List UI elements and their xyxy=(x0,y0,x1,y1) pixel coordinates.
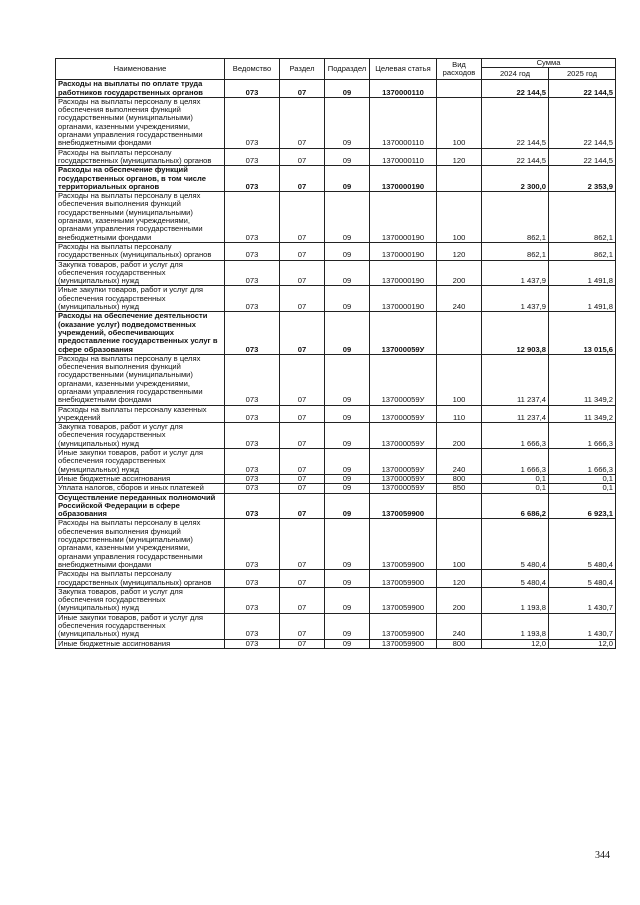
cell-vedomstvo: 073 xyxy=(225,587,280,613)
cell-name: Иные бюджетные ассигнования xyxy=(56,639,225,648)
cell-razdel: 07 xyxy=(280,354,325,405)
cell-vid: 240 xyxy=(437,449,482,475)
cell-target: 1370000190 xyxy=(370,166,437,192)
cell-vid: 120 xyxy=(437,570,482,588)
cell-podrazdel: 09 xyxy=(325,260,370,286)
cell-podrazdel: 09 xyxy=(325,613,370,639)
cell-razdel: 07 xyxy=(280,493,325,519)
table-row xyxy=(56,449,616,475)
header-podrazdel: Подраздел xyxy=(325,59,370,80)
cell-vedomstvo: 073 xyxy=(225,312,280,354)
table-row xyxy=(56,423,616,449)
cell-target: 1370059900 xyxy=(370,613,437,639)
cell-target: 1370000190 xyxy=(370,192,437,243)
cell-razdel: 07 xyxy=(280,405,325,423)
cell-2024: 2 300,0 xyxy=(482,166,549,192)
cell-2025: 1 491,8 xyxy=(549,260,616,286)
cell-2024: 862,1 xyxy=(482,192,549,243)
table-row xyxy=(56,405,616,423)
cell-target: 1370000190 xyxy=(370,242,437,260)
cell-2024: 5 480,4 xyxy=(482,570,549,588)
cell-vid: 200 xyxy=(437,423,482,449)
cell-vid: 200 xyxy=(437,587,482,613)
cell-2024: 1 437,9 xyxy=(482,286,549,312)
cell-vedomstvo: 073 xyxy=(225,242,280,260)
cell-2024: 22 144,5 xyxy=(482,97,549,148)
cell-razdel: 07 xyxy=(280,449,325,475)
cell-podrazdel: 09 xyxy=(325,166,370,192)
cell-name: Иные закупки товаров, работ и услуг для обеспечения государственных (муниципальных) нужд xyxy=(56,613,225,639)
cell-podrazdel: 09 xyxy=(325,286,370,312)
cell-vedomstvo: 073 xyxy=(225,260,280,286)
table-row xyxy=(56,242,616,260)
cell-2024: 0,1 xyxy=(482,484,549,493)
cell-name: Расходы на обеспечение деятельности (оказание услуг) подведомственных учреждений, обеспечивающих предоставление государственных услуг в сфере образования xyxy=(56,312,225,354)
cell-2025: 12,0 xyxy=(549,639,616,648)
cell-razdel: 07 xyxy=(280,474,325,483)
table-row xyxy=(56,484,616,493)
cell-vedomstvo: 073 xyxy=(225,286,280,312)
cell-vid: 240 xyxy=(437,613,482,639)
cell-vedomstvo: 073 xyxy=(225,148,280,166)
cell-2024: 5 480,4 xyxy=(482,519,549,570)
cell-2024: 862,1 xyxy=(482,242,549,260)
cell-vedomstvo: 073 xyxy=(225,639,280,648)
cell-name: Расходы на выплаты персоналу государственных (муниципальных) органов xyxy=(56,570,225,588)
header-vid: Вид расходов xyxy=(437,59,482,80)
cell-2025: 11 349,2 xyxy=(549,354,616,405)
cell-2024: 1 193,8 xyxy=(482,613,549,639)
cell-vedomstvo: 073 xyxy=(225,449,280,475)
cell-podrazdel: 09 xyxy=(325,484,370,493)
cell-vedomstvo: 073 xyxy=(225,423,280,449)
cell-name: Расходы на обеспечение функций государственных органов, в том числе территориальных органов xyxy=(56,166,225,192)
table-row xyxy=(56,570,616,588)
cell-razdel: 07 xyxy=(280,639,325,648)
cell-name: Расходы на выплаты персоналу в целях обеспечения выполнения функций государственными (муниципальными) органами, казенными учреждениями, органами управления государственными внебюджетными фондами xyxy=(56,519,225,570)
cell-vedomstvo: 073 xyxy=(225,405,280,423)
cell-2025: 11 349,2 xyxy=(549,405,616,423)
header-summa: Сумма xyxy=(482,59,616,68)
cell-vid: 120 xyxy=(437,148,482,166)
cell-name: Закупка товаров, работ и услуг для обеспечения государственных (муниципальных) нужд xyxy=(56,260,225,286)
header-name: Наименование xyxy=(56,59,225,80)
cell-target: 137000059У xyxy=(370,354,437,405)
cell-podrazdel: 09 xyxy=(325,587,370,613)
cell-podrazdel: 09 xyxy=(325,242,370,260)
cell-target: 137000059У xyxy=(370,312,437,354)
header-razdel: Раздел xyxy=(280,59,325,80)
cell-vid: 100 xyxy=(437,192,482,243)
cell-razdel: 07 xyxy=(280,148,325,166)
table-row xyxy=(56,166,616,192)
cell-target: 1370000110 xyxy=(370,148,437,166)
cell-vid: 110 xyxy=(437,405,482,423)
cell-vid xyxy=(437,312,482,354)
cell-razdel: 07 xyxy=(280,484,325,493)
header-vedomstvo: Ведомство xyxy=(225,59,280,80)
cell-podrazdel: 09 xyxy=(325,192,370,243)
cell-razdel: 07 xyxy=(280,260,325,286)
cell-name: Уплата налогов, сборов и иных платежей xyxy=(56,484,225,493)
cell-name: Осуществление переданных полномочий Российской Федерации в сфере образования xyxy=(56,493,225,519)
cell-2025: 13 015,6 xyxy=(549,312,616,354)
cell-target: 137000059У xyxy=(370,484,437,493)
cell-2025: 1 666,3 xyxy=(549,449,616,475)
cell-podrazdel: 09 xyxy=(325,405,370,423)
cell-2025: 0,1 xyxy=(549,484,616,493)
table-row xyxy=(56,80,616,98)
table-row xyxy=(56,286,616,312)
cell-vedomstvo: 073 xyxy=(225,484,280,493)
cell-2025: 1 666,3 xyxy=(549,423,616,449)
table-row xyxy=(56,354,616,405)
cell-name: Иные закупки товаров, работ и услуг для обеспечения государственных (муниципальных) нужд xyxy=(56,286,225,312)
cell-target: 1370059900 xyxy=(370,519,437,570)
cell-razdel: 07 xyxy=(280,97,325,148)
cell-razdel: 07 xyxy=(280,423,325,449)
table-header xyxy=(56,59,616,80)
cell-razdel: 07 xyxy=(280,570,325,588)
cell-2024: 1 666,3 xyxy=(482,423,549,449)
cell-name: Расходы на выплаты персоналу в целях обеспечения выполнения функций государственными (муниципальными) органами, казенными учреждениями, органами управления государственными внебюджетными фондами xyxy=(56,97,225,148)
cell-razdel: 07 xyxy=(280,312,325,354)
cell-podrazdel: 09 xyxy=(325,312,370,354)
cell-target: 137000059У xyxy=(370,449,437,475)
table-row xyxy=(56,260,616,286)
cell-razdel: 07 xyxy=(280,192,325,243)
table-row xyxy=(56,192,616,243)
cell-name: Расходы на выплаты персоналу в целях обеспечения выполнения функций государственными (муниципальными) органами, казенными учреждениями, органами управления государственными внебюджетными фондами xyxy=(56,192,225,243)
cell-vid: 800 xyxy=(437,639,482,648)
cell-podrazdel: 09 xyxy=(325,493,370,519)
cell-razdel: 07 xyxy=(280,519,325,570)
cell-target: 1370000110 xyxy=(370,97,437,148)
cell-2024: 6 686,2 xyxy=(482,493,549,519)
cell-vid xyxy=(437,80,482,98)
table-row xyxy=(56,587,616,613)
header-2024: 2024 год xyxy=(482,68,549,80)
cell-vid: 200 xyxy=(437,260,482,286)
cell-2025: 2 353,9 xyxy=(549,166,616,192)
cell-2024: 1 193,8 xyxy=(482,587,549,613)
cell-target: 1370000190 xyxy=(370,260,437,286)
cell-vedomstvo: 073 xyxy=(225,354,280,405)
budget-table xyxy=(55,58,616,649)
cell-name: Расходы на выплаты персоналу казенных учреждений xyxy=(56,405,225,423)
cell-2024: 22 144,5 xyxy=(482,80,549,98)
table-row xyxy=(56,312,616,354)
cell-vedomstvo: 073 xyxy=(225,493,280,519)
cell-podrazdel: 09 xyxy=(325,570,370,588)
cell-target: 137000059У xyxy=(370,423,437,449)
cell-2024: 1 437,9 xyxy=(482,260,549,286)
cell-target: 1370059900 xyxy=(370,493,437,519)
cell-2025: 5 480,4 xyxy=(549,570,616,588)
cell-target: 137000059У xyxy=(370,474,437,483)
cell-podrazdel: 09 xyxy=(325,519,370,570)
cell-2024: 11 237,4 xyxy=(482,354,549,405)
table-row xyxy=(56,148,616,166)
cell-2025: 1 491,8 xyxy=(549,286,616,312)
cell-2025: 0,1 xyxy=(549,474,616,483)
table-row xyxy=(56,493,616,519)
cell-2025: 862,1 xyxy=(549,242,616,260)
cell-target: 1370059900 xyxy=(370,570,437,588)
cell-vid: 800 xyxy=(437,474,482,483)
cell-target: 137000059У xyxy=(370,405,437,423)
cell-name: Закупка товаров, работ и услуг для обеспечения государственных (муниципальных) нужд xyxy=(56,587,225,613)
cell-podrazdel: 09 xyxy=(325,148,370,166)
cell-razdel: 07 xyxy=(280,242,325,260)
cell-vedomstvo: 073 xyxy=(225,166,280,192)
cell-razdel: 07 xyxy=(280,587,325,613)
cell-vid: 850 xyxy=(437,484,482,493)
cell-2025: 22 144,5 xyxy=(549,148,616,166)
cell-vedomstvo: 073 xyxy=(225,97,280,148)
cell-vedomstvo: 073 xyxy=(225,80,280,98)
table-row xyxy=(56,613,616,639)
cell-target: 1370059900 xyxy=(370,639,437,648)
cell-name: Расходы на выплаты персоналу государственных (муниципальных) органов xyxy=(56,242,225,260)
cell-2024: 1 666,3 xyxy=(482,449,549,475)
cell-podrazdel: 09 xyxy=(325,80,370,98)
cell-vid: 120 xyxy=(437,242,482,260)
table-row xyxy=(56,519,616,570)
cell-vedomstvo: 073 xyxy=(225,570,280,588)
cell-vid xyxy=(437,493,482,519)
cell-podrazdel: 09 xyxy=(325,639,370,648)
cell-vedomstvo: 073 xyxy=(225,192,280,243)
header-target: Целевая статья xyxy=(370,59,437,80)
cell-2025: 22 144,5 xyxy=(549,97,616,148)
table-row xyxy=(56,97,616,148)
cell-vid: 240 xyxy=(437,286,482,312)
cell-2025: 1 430,7 xyxy=(549,587,616,613)
cell-vid: 100 xyxy=(437,97,482,148)
cell-2025: 22 144,5 xyxy=(549,80,616,98)
cell-target: 1370000110 xyxy=(370,80,437,98)
cell-vid: 100 xyxy=(437,519,482,570)
cell-name: Расходы на выплаты персоналу в целях обеспечения выполнения функций государственными (муниципальными) органами, казенными учреждениями, органами управления государственными внебюджетными фондами xyxy=(56,354,225,405)
table-body xyxy=(56,80,616,649)
cell-2025: 862,1 xyxy=(549,192,616,243)
cell-target: 1370059900 xyxy=(370,587,437,613)
cell-2025: 1 430,7 xyxy=(549,613,616,639)
cell-podrazdel: 09 xyxy=(325,97,370,148)
cell-2025: 6 923,1 xyxy=(549,493,616,519)
cell-2024: 12,0 xyxy=(482,639,549,648)
cell-podrazdel: 09 xyxy=(325,354,370,405)
cell-2024: 11 237,4 xyxy=(482,405,549,423)
cell-razdel: 07 xyxy=(280,80,325,98)
cell-podrazdel: 09 xyxy=(325,474,370,483)
cell-name: Иные закупки товаров, работ и услуг для обеспечения государственных (муниципальных) нужд xyxy=(56,449,225,475)
cell-vedomstvo: 073 xyxy=(225,474,280,483)
cell-2024: 0,1 xyxy=(482,474,549,483)
cell-name: Расходы на выплаты персоналу государственных (муниципальных) органов xyxy=(56,148,225,166)
cell-name: Иные бюджетные ассигнования xyxy=(56,474,225,483)
cell-razdel: 07 xyxy=(280,613,325,639)
cell-vid xyxy=(437,166,482,192)
cell-2025: 5 480,4 xyxy=(549,519,616,570)
cell-razdel: 07 xyxy=(280,166,325,192)
page-number: 344 xyxy=(595,850,610,861)
cell-vedomstvo: 073 xyxy=(225,519,280,570)
header-2025: 2025 год xyxy=(549,68,616,80)
cell-name: Закупка товаров, работ и услуг для обеспечения государственных (муниципальных) нужд xyxy=(56,423,225,449)
cell-2024: 12 903,8 xyxy=(482,312,549,354)
cell-2024: 22 144,5 xyxy=(482,148,549,166)
cell-razdel: 07 xyxy=(280,286,325,312)
cell-vid: 100 xyxy=(437,354,482,405)
cell-podrazdel: 09 xyxy=(325,449,370,475)
cell-target: 1370000190 xyxy=(370,286,437,312)
cell-name: Расходы на выплаты по оплате труда работников государственных органов xyxy=(56,80,225,98)
cell-podrazdel: 09 xyxy=(325,423,370,449)
table-row xyxy=(56,639,616,648)
cell-vedomstvo: 073 xyxy=(225,613,280,639)
